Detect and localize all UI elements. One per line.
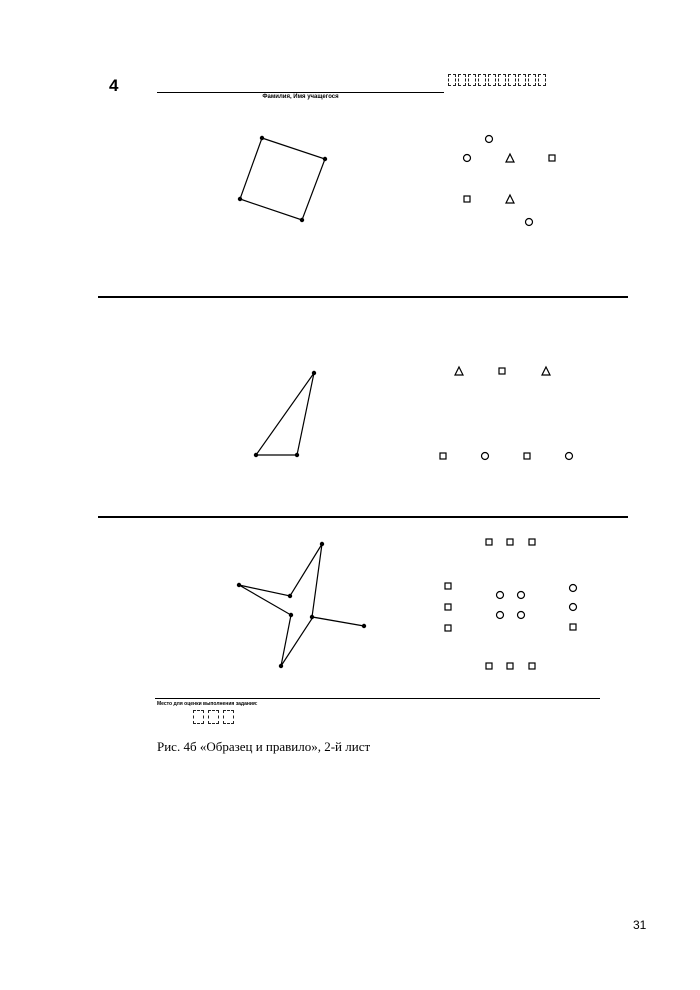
vertex-dot bbox=[362, 624, 366, 628]
square-symbol bbox=[570, 624, 576, 630]
square-symbol bbox=[445, 604, 451, 610]
circle-symbol bbox=[570, 604, 577, 611]
square-symbol bbox=[486, 663, 492, 669]
student-name-label: Фамилия, Имя учащегося bbox=[262, 94, 339, 100]
vertex-dot bbox=[300, 218, 304, 222]
sample-quadrilateral bbox=[240, 138, 325, 220]
square-symbol bbox=[445, 583, 451, 589]
triangle-symbol bbox=[506, 154, 514, 162]
triangle-symbol bbox=[542, 367, 550, 375]
square-symbol bbox=[445, 625, 451, 631]
circle-symbol bbox=[518, 592, 525, 599]
section-divider bbox=[98, 296, 628, 298]
grade-box[interactable] bbox=[223, 710, 234, 724]
circle-symbol bbox=[570, 585, 577, 592]
vertex-dot bbox=[288, 594, 292, 598]
sample-triangle bbox=[256, 373, 314, 455]
vertex-dot bbox=[279, 664, 283, 668]
grade-line bbox=[155, 698, 600, 699]
triangle-symbol bbox=[506, 195, 514, 203]
vertex-dot bbox=[295, 453, 299, 457]
circle-symbol bbox=[518, 612, 525, 619]
vertex-dot bbox=[237, 583, 241, 587]
vertex-dot bbox=[289, 613, 293, 617]
square-symbol bbox=[507, 663, 513, 669]
vertex-dot bbox=[254, 453, 258, 457]
vertex-dot bbox=[323, 157, 327, 161]
triangle-symbol bbox=[455, 367, 463, 375]
figure-caption: Рис. 4б «Образец и правило», 2-й лист bbox=[157, 739, 371, 754]
grade-box[interactable] bbox=[208, 710, 219, 724]
square-symbol bbox=[440, 453, 446, 459]
square-symbol bbox=[464, 196, 470, 202]
vertex-dot bbox=[310, 615, 314, 619]
sample-star bbox=[239, 544, 364, 666]
grade-box[interactable] bbox=[193, 710, 204, 724]
task-number: 4 bbox=[109, 76, 119, 95]
grade-boxes[interactable] bbox=[193, 710, 234, 724]
circle-symbol bbox=[526, 219, 533, 226]
circle-symbol bbox=[482, 453, 489, 460]
circle-symbol bbox=[464, 155, 471, 162]
circle-symbol bbox=[497, 612, 504, 619]
square-symbol bbox=[529, 663, 535, 669]
square-symbol bbox=[499, 368, 505, 374]
vertex-dot bbox=[238, 197, 242, 201]
circle-symbol bbox=[566, 453, 573, 460]
circle-symbol bbox=[486, 136, 493, 143]
circle-symbol bbox=[497, 592, 504, 599]
square-symbol bbox=[486, 539, 492, 545]
grade-label: Место для оценки выполнения задания: bbox=[157, 701, 258, 707]
vertex-dot bbox=[320, 542, 324, 546]
square-symbol bbox=[549, 155, 555, 161]
section-divider bbox=[98, 516, 628, 518]
vertex-dot bbox=[312, 371, 316, 375]
square-symbol bbox=[524, 453, 530, 459]
vertex-dot bbox=[260, 136, 264, 140]
page-number: 31 bbox=[633, 918, 647, 932]
square-symbol bbox=[529, 539, 535, 545]
square-symbol bbox=[507, 539, 513, 545]
